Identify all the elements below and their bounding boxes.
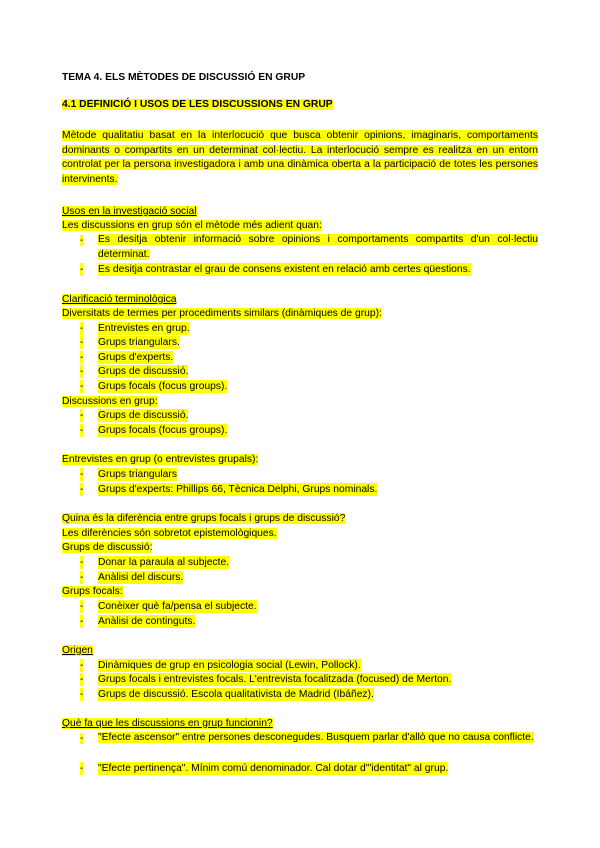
clarificacio-item-1-text: Entrevistes en grup. [98, 323, 190, 334]
gd-lead-text: Grups de discussió: [62, 542, 153, 553]
origen-heading [62, 644, 93, 657]
funcionin-item-1 [98, 731, 538, 746]
page-title: TEMA 4. ELS MÈTODES DE DISCUSSIÓ EN GRUP [62, 72, 306, 83]
discussions-lead-text: Discussions en grup: [62, 396, 158, 407]
entrevistes-item-2-text: Grups d'experts: Phillips 66, Tècnica Delphi, Grups nominals. [98, 484, 378, 495]
clarificacio-item-2-text: Grups triangulars. [98, 337, 180, 348]
diferencia-question-text: Quina és la diferència entre grups focals i grups de discussió? [62, 513, 346, 524]
entrevistes-item-1-text: Grups triangulars [98, 469, 177, 480]
gf-item-2-text: Anàlisi de continguts. [98, 616, 196, 627]
usos-heading [62, 205, 197, 218]
clarificacio-heading-text: Clarificació terminològica [62, 294, 177, 305]
clarificacio-item-5-text: Grups focals (focus groups). [98, 381, 228, 392]
funcionin-heading [62, 717, 273, 730]
origen-heading-text: Origen [62, 645, 93, 656]
gf-item-1-text: Conèixer què fa/pensa el subjecte. [98, 601, 257, 612]
usos-heading-text: Usos en la investigació social [62, 206, 197, 217]
discussions-lead [62, 395, 158, 408]
discussions-item-1-text: Grups de discussió. [98, 410, 189, 421]
list-dash: - [80, 733, 84, 744]
origen-item-3-text: Grups de discussió. Escola qualitativista de Madrid (Ibáñez). [98, 689, 374, 700]
clarificacio-heading [62, 293, 176, 306]
gd-item-2-text: Anàlisi del discurs. [98, 572, 184, 583]
funcionin-item-2-text: "Efecte pertinença". Mínim comú denominador. Cal dotar d'"identitat" al grup. [98, 763, 449, 774]
diferencia-answer-text: Les diferències són sobretot epistemològiques. [62, 528, 277, 539]
section-subtitle [62, 99, 333, 110]
intro-text: Mètode qualitatiu basat en la interlocució que busca obtenir opinions, imaginaris, comportaments dominants o compartits en un determinat col·lectiu. La interlocució sempre es realitza en un entorn controlat per la persona investigadora i amb una dinàmica oberta a la participació de totes les persones intervinents. [62, 130, 538, 185]
clarificacio-item-3-text: Grups d'experts. [98, 352, 174, 363]
diferencia-question [62, 512, 345, 525]
clarificacio-lead [62, 307, 382, 320]
diferencia-answer [62, 527, 277, 540]
gd-lead [62, 541, 152, 554]
discussions-item-2-text: Grups focals (focus groups). [98, 425, 228, 436]
list-dash: - [80, 235, 84, 246]
funcionin-heading-text: Què fa que les discussions en grup funcionin? [62, 718, 273, 729]
usos-lead [62, 219, 322, 232]
document-page: TEMA 4. ELS MÈTODES DE DISCUSSIÓ EN GRUP 4.1 DEFINICIÓ I USOS DE LES DISCUSSIONS EN GRUP Mètode qualitatiu basat en la interlocució que busca obtenir opinions, imaginaris, comportaments dominants o compartits en un determinat col·lectiu. La interlocució sempre es realitza en un entorn controlat per la persona investigadora i amb una dinàmica oberta a la participació de totes les persones intervinents. Usos en la investigació social Les discussions en grup són el mètode més adient quan: - Es desitja obtenir informació sobre opinions i comportaments compartits d'un col·lectiu determinat. - Es desitja contrastar el grau de consens existent en relació amb certes qüestions. Clarificació terminològica Diversitats de termes per procediments similars (dinàmiques de grup): - Entrevistes en grup. - Grups triangulars. - Grups d'experts. - Grups de discussió. - Grups focals (focus groups). Discussions en grup: - Grups de discussió. - Grups focals (focus groups). Entrevistes en grup (o entrevistes grupals): - Grups triangulars - Grups d'experts: Phillips 66, Tècnica Delphi, Grups nominals. Quina és la diferència entre grups focals i grups de discussió? Les diferències són sobretot epistemològiques. Grups de discussió: - Donar la paraula al subjecte. - Anàlisi del discurs. Grups focals: - Conèixer què fa/pensa el subjecte. - Anàlisi de continguts. Origen - Dinàmiques de grup en psicologia social (Lewin, Pollock). - Grups focals i entrevistes focals. L'entrevista focalitzada (focused) de Merton. - Grups de discussió. Escola qualitativista de Madrid (Ibáñez). Què fa que les discussions en grup funcionin? - "Efecte ascensor" entre persones desconegudes. Busquem parlar d'allò que no causa conflicte. - "Efecte pertinença". Mínim comú denominador. Cal dotar d'"identitat" al grup. [62, 72, 538, 774]
entrevistes-lead-text: Entrevistes en grup (o entrevistes grupals): [62, 454, 259, 465]
origen-item-1-text: Dinàmiques de grup en psicologia social (Lewin, Pollock). [98, 660, 361, 671]
usos-item-1 [98, 233, 538, 262]
origen-item-2-text: Grups focals i entrevistes focals. L'entrevista focalitzada (focused) de Merton. [98, 674, 452, 685]
gd-item-1-text: Donar la paraula al subjecte. [98, 557, 230, 568]
usos-item-2-text: Es desitja contrastar el grau de consens existent en relació amb certes qüestions. [98, 264, 471, 275]
intro-paragraph [62, 129, 538, 187]
entrevistes-lead [62, 453, 258, 466]
gf-lead-text: Grups focals: [62, 586, 123, 597]
usos-item-1-text: Es desitja obtenir informació sobre opinions i comportaments compartits d'un col·lectiu determinat. [98, 234, 538, 260]
clarificacio-item-4-text: Grups de discussió. [98, 366, 189, 377]
funcionin-item-1-text: "Efecte ascensor" entre persones desconegudes. Busquem parlar d'allò que no causa conflicte. [98, 732, 534, 743]
gf-lead [62, 585, 123, 598]
clarificacio-lead-text: Diversitats de termes per procediments similars (dinàmiques de grup): [62, 308, 382, 319]
usos-lead-text: Les discussions en grup són el mètode més adient quan: [62, 220, 322, 231]
subtitle-text: 4.1 DEFINICIÓ I USOS DE LES DISCUSSIONS EN GRUP [62, 99, 333, 110]
